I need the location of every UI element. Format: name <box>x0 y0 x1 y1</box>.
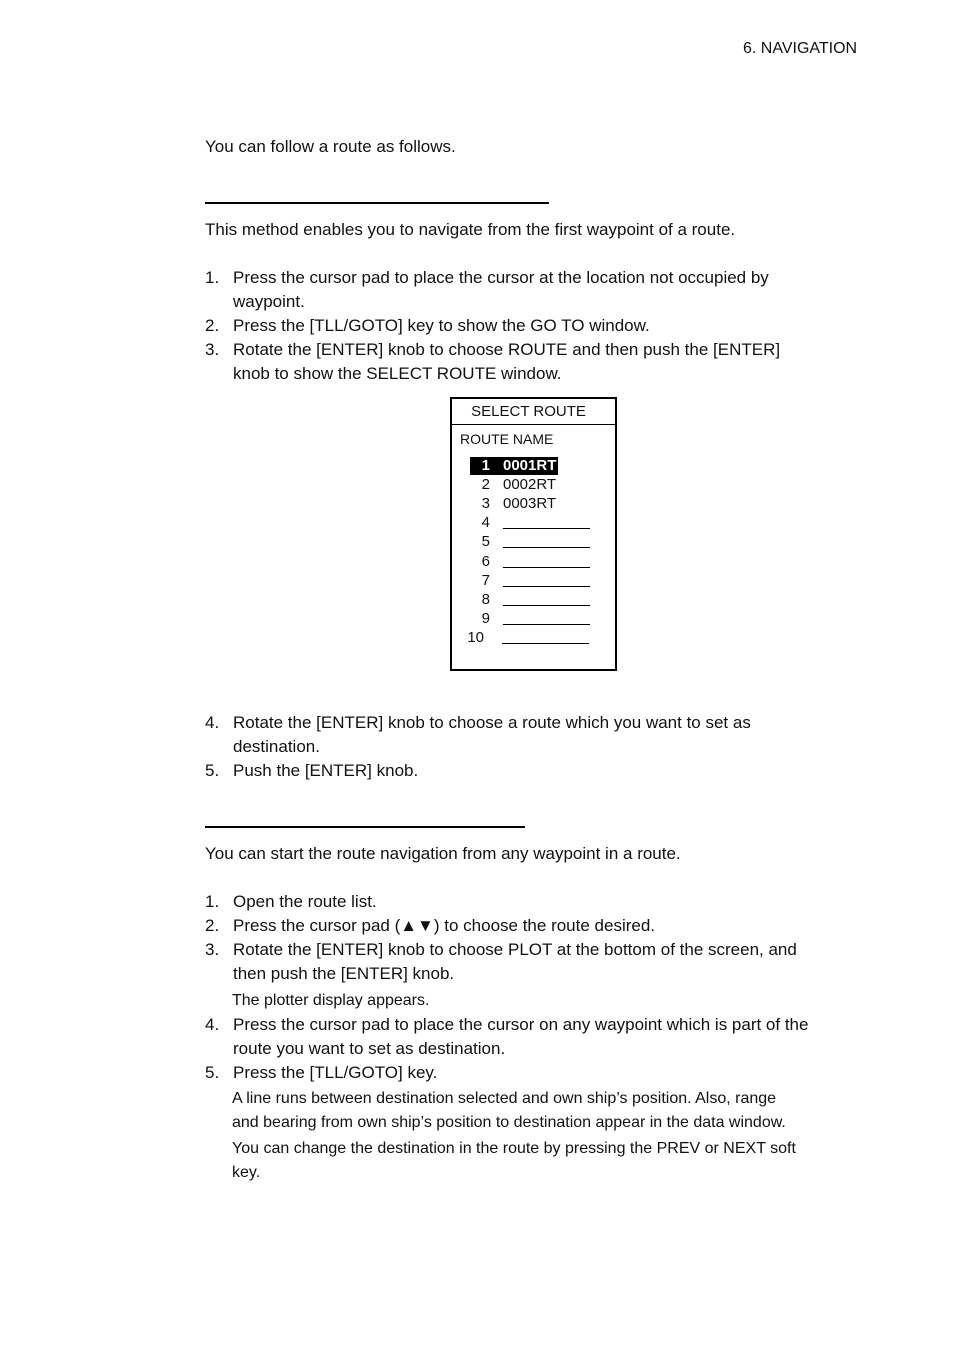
route-row-number: 6 <box>481 552 490 570</box>
chapter-header: 6. NAVIGATION <box>743 40 858 57</box>
route-row-empty-slot <box>502 629 589 644</box>
step-2: 2. Press the cursor pad (▲▼) to choose the route desired. <box>205 916 656 935</box>
route-row-number: 10 <box>467 628 484 646</box>
route-row[interactable] <box>470 591 590 609</box>
section-rule-2 <box>205 826 525 828</box>
step5-note-2: You can change the destination in the route by pressing the PREV or NEXT soft key. <box>232 1140 796 1181</box>
step-4: 4. Press the cursor pad to place the cursor on any waypoint which is part of the route you want to set as destination. <box>205 1015 809 1058</box>
route-row-number: 8 <box>481 590 490 608</box>
route-row-number: 3 <box>481 495 490 513</box>
intro-text: You can follow a route as follows. <box>205 137 456 156</box>
route-row[interactable] <box>470 495 556 513</box>
route-row-number: 9 <box>481 609 490 627</box>
section1-steps-b <box>205 711 751 783</box>
step5-note: A line runs between destination selected and own ship’s position. Also, range and bearing from own ship’s position to destination appear in the data window. <box>232 1090 786 1131</box>
route-row[interactable] <box>470 476 556 494</box>
route-row-name: 0003RT <box>503 495 557 513</box>
route-row[interactable] <box>470 610 590 628</box>
route-row[interactable] <box>470 553 590 571</box>
route-row-number: 5 <box>481 533 490 551</box>
step-4: 4. Rotate the [ENTER] knob to choose a route which you want to set as destination. <box>205 713 751 756</box>
route-row[interactable] <box>470 457 558 475</box>
route-row-empty-slot <box>503 533 590 548</box>
route-row-name: 0001RT <box>503 457 557 474</box>
step-3: 3. Rotate the [ENTER] knob to choose ROUTE and then push the [ENTER] knob to show the SELECT ROUTE window. <box>205 340 781 383</box>
route-name-column-header: ROUTE NAME <box>460 431 554 447</box>
step-1: 1. Press the cursor pad to place the cursor at the location not occupied by waypoint. <box>205 268 769 311</box>
route-row-number: 7 <box>481 571 490 589</box>
section1-lead: This method enables you to navigate from the first waypoint of a route. <box>205 220 736 239</box>
route-row[interactable] <box>464 629 589 647</box>
route-row[interactable] <box>470 572 590 590</box>
route-row-number: 1 <box>481 457 490 474</box>
section2-lead: You can start the route navigation from any waypoint in a route. <box>205 844 681 863</box>
section1-steps-a <box>205 266 780 386</box>
step-3: 3. Rotate the [ENTER] knob to choose PLOT at the bottom of the screen, and then push the [ENTER] knob. <box>205 940 797 983</box>
section-rule-1 <box>205 202 549 204</box>
route-row[interactable] <box>470 533 590 551</box>
step-5: 5. Push the [ENTER] knob. <box>205 761 419 780</box>
route-row-name: 0002RT <box>503 476 557 494</box>
route-row-empty-slot <box>503 610 590 625</box>
route-row-number: 2 <box>481 476 490 494</box>
route-row-empty-slot <box>503 514 590 529</box>
select-route-window <box>450 397 617 671</box>
route-row[interactable] <box>470 514 590 532</box>
route-row-empty-slot <box>503 553 590 568</box>
step3-note: The plotter display appears. <box>232 992 430 1009</box>
section2-steps <box>205 890 797 986</box>
section2-steps-cont <box>205 1013 808 1085</box>
route-row-empty-slot <box>503 591 590 606</box>
step-1: 1. Open the route list. <box>205 892 377 911</box>
step-2: 2. Press the [TLL/GOTO] key to show the GO TO window. <box>205 316 650 335</box>
route-row-number: 4 <box>481 514 490 532</box>
select-route-title: SELECT ROUTE <box>452 399 615 425</box>
step-5: 5. Press the [TLL/GOTO] key. <box>205 1063 438 1082</box>
route-row-empty-slot <box>503 572 590 587</box>
